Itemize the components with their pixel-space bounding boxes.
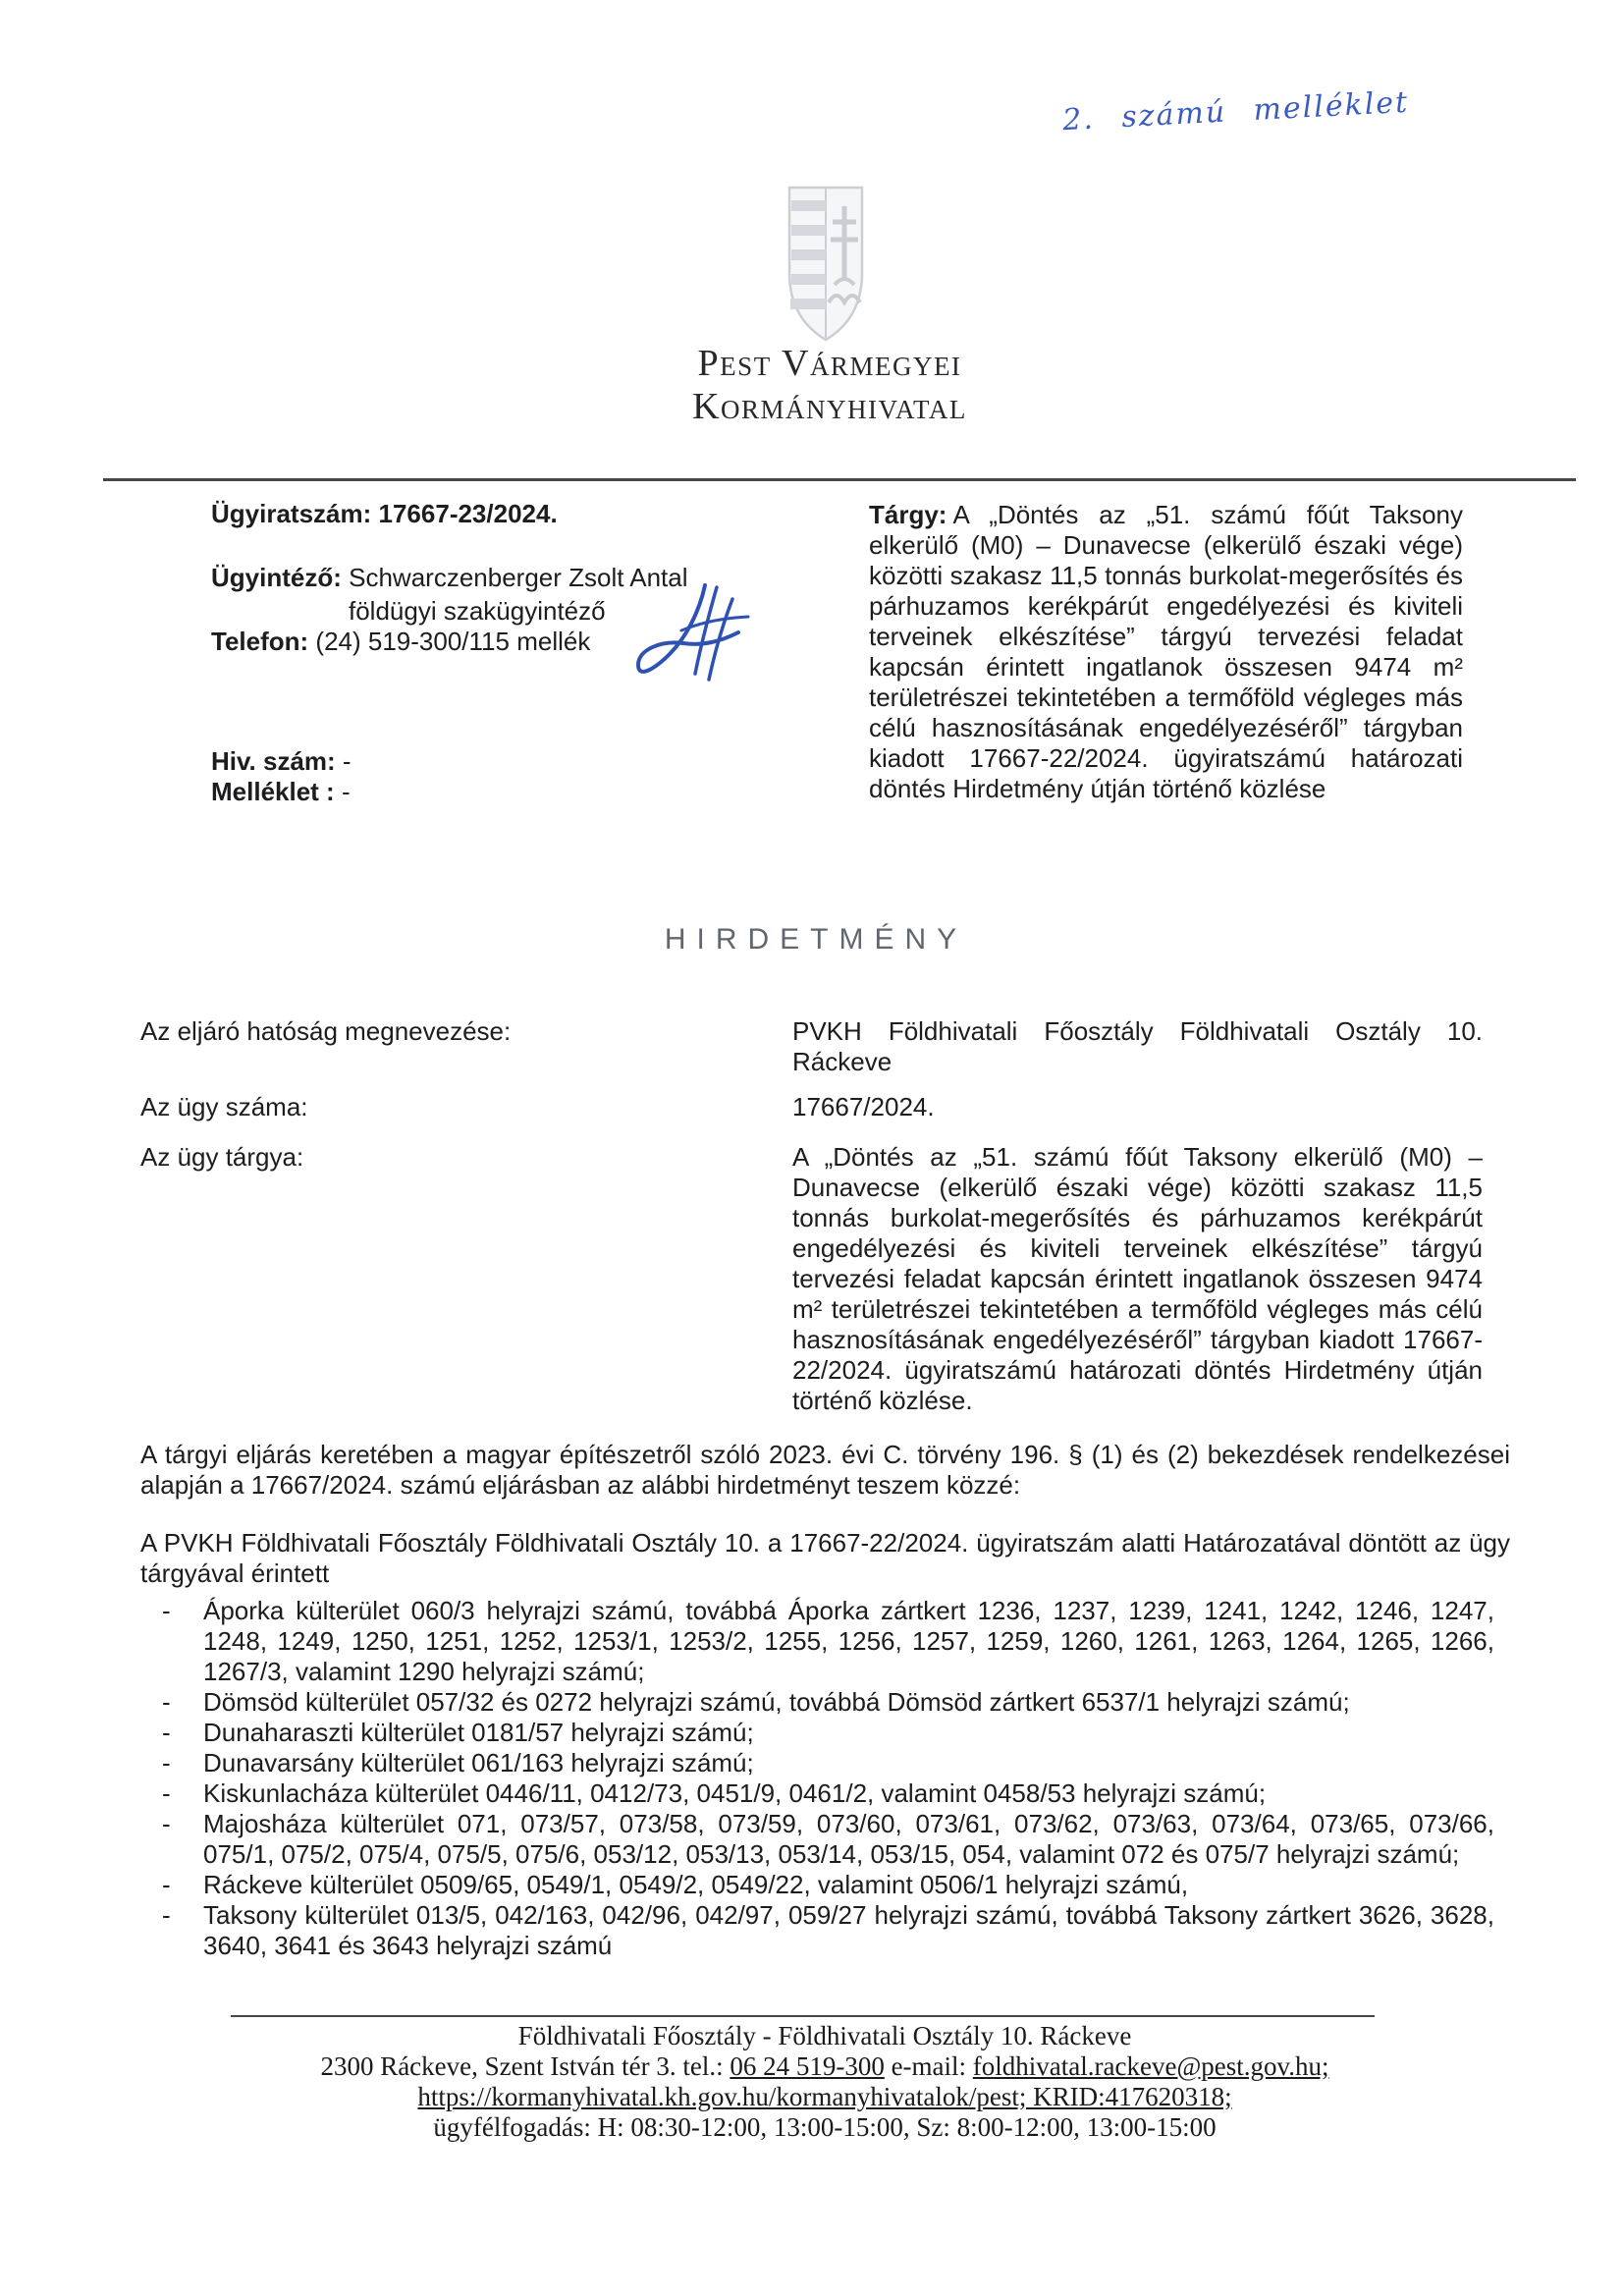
reference-number-value: -	[342, 746, 352, 776]
footer-office-line: Földhivatali Főosztály - Földhivatali Osztály 10. Ráckeve	[517, 2021, 1132, 2050]
parcel-item-text: Áporka külterület 060/3 helyrajzi számú, továbbá Áporka zártkert 1236, 1237, 1239, 1241, 1242, 1246, 1247, 1248, 1249, 1250, 1251, 1252, 1253/1, 1253/2, 1255, 1256, 1257, 1259, 1260, 1261, 1263, 1264, 1265, 1266, 1267/3, valamint 1290 helyrajzi számú;	[203, 1596, 1494, 1686]
footer-email-link: foldhivatal.rackeve@pest.gov.hu;	[972, 2051, 1329, 2081]
footer-contact-line	[118, 2051, 1532, 2082]
attachment	[211, 777, 351, 807]
phone-label: Telefon:	[211, 627, 309, 656]
attachment-value: -	[341, 777, 351, 806]
parcel-item-text: Taksony külterület 013/5, 042/163, 042/96, 042/97, 059/27 helyrajzi számú, továbbá Taksony zártkert 3626, 3628, 3640, 3641 és 3643 helyrajzi számú	[203, 1900, 1494, 1960]
parcel-list-item	[162, 1809, 1494, 1870]
parcel-item-text: Dunaharaszti külterület 0181/57 helyrajzi számú;	[203, 1718, 754, 1747]
footer	[118, 2021, 1532, 2143]
parcel-list-item	[162, 1900, 1494, 1961]
case-officer-value: Schwarczenberger Zsolt Antal	[349, 563, 688, 592]
authority-value: PVKH Földhivatali Főosztály Földhivatali Osztály 10. Ráckeve	[792, 1016, 1483, 1076]
parcel-item-text: Majosháza külterület 071, 073/57, 073/58, 073/59, 073/60, 073/61, 073/62, 073/63, 073/64, 073/65, 073/66, 075/1, 075/2, 075/4, 075/5, 075/6, 053/12, 053/13, 053/14, 053/15, 054, valamint 072 és 075/7 helyrajzi számú;	[203, 1809, 1494, 1869]
footer-divider	[231, 2015, 1375, 2017]
parcel-list	[162, 1596, 1494, 1961]
decision-intro-paragraph: A PVKH Földhivatali Főosztály Földhivatali Osztály 10. a 17667-22/2024. ügyiratszám alatti Határozatával döntött az ügy tárgyával érintett	[140, 1528, 1510, 1588]
list-dash-marker: -	[162, 1870, 171, 1899]
parcel-list-item	[162, 1748, 1494, 1778]
list-dash-marker: -	[162, 1809, 171, 1838]
list-dash-marker: -	[162, 1900, 171, 1930]
case-number-value: 17667/2024.	[792, 1092, 935, 1121]
list-dash-marker: -	[162, 1687, 171, 1717]
attachment-label: Melléklet :	[211, 777, 335, 806]
legal-basis-paragraph: A tárgyi eljárás keretében a magyar építészetről szóló 2023. évi C. törvény 196. § (1) és (2) bekezdések rendelkezései alapján a 17667/2024. számú eljárásban az alábbi hirdetményt teszem közzé:	[140, 1440, 1510, 1500]
footer-office-hours: ügyfélfogadás: H: 08:30-12:00, 13:00-15:00, Sz: 8:00-12:00, 13:00-15:00	[433, 2112, 1217, 2142]
coat-of-arms-icon	[784, 183, 868, 346]
org-name-line1: Pest Vármegyei	[697, 343, 962, 384]
parcel-item-text: Dömsöd külterület 057/32 és 0272 helyrajzi számú, továbbá Dömsöd zártkert 6537/1 helyrajzi számú;	[203, 1687, 1350, 1717]
parcel-list-item	[162, 1687, 1494, 1718]
parcel-item-text: Kiskunlacháza külterület 0446/11, 0412/73, 0451/9, 0461/2, valamint 0458/53 helyrajzi számú;	[203, 1778, 1267, 1808]
case-officer-role: földügyi szakügyintéző	[349, 596, 606, 626]
authority-label: Az eljáró hatóság megnevezése:	[140, 1016, 512, 1046]
parcel-item-text: Ráckeve külterület 0509/65, 0549/1, 0549/2, 0549/22, valamint 0506/1 helyrajzi számú,	[203, 1870, 1189, 1899]
case-officer-label: Ügyintéző:	[211, 563, 342, 592]
phone	[211, 627, 590, 657]
case-subject-label: Az ügy tárgya:	[140, 1142, 304, 1172]
list-dash-marker: -	[162, 1748, 171, 1777]
coat-of-arms	[784, 183, 868, 346]
list-dash-marker: -	[162, 1778, 171, 1808]
parcel-list-item	[162, 1718, 1494, 1748]
case-file-number-value: 17667-23/2024.	[378, 499, 558, 528]
footer-email-label: e-mail:	[884, 2051, 973, 2081]
parcel-list-item	[162, 1870, 1494, 1900]
phone-value: (24) 519-300/115 mellék	[315, 627, 591, 656]
handwritten-annotation: 2. számú melléklet	[1061, 84, 1410, 138]
document-title: HIRDETMÉNY	[664, 923, 968, 956]
case-file-number	[211, 499, 558, 529]
parcel-list-item	[162, 1778, 1494, 1809]
parcel-item-text: Dunavarsány külterület 061/163 helyrajzi számú;	[203, 1748, 754, 1777]
subject-label: Tárgy:	[869, 500, 947, 529]
header-divider	[103, 478, 1576, 481]
reference-number-label: Hiv. szám:	[211, 746, 336, 776]
case-subject-value: A „Döntés az „51. számú főút Taksony elkerülő (M0) – Dunavecse (elkerülő északi vége) közötti szakasz 11,5 tonnás burkolat-megerősítés és párhuzamos kerékpárút engedélyezési és kiviteli terveinek elkészítése” tárgyú tervezési feladat kapcsán érintett ingatlanok összesen 9474 m² területrészei tekintetében a termőföld végleges más célú hasznosításának engedélyezéséről” tárgyban kiadott 17667-22/2024. ügyiratszámú határozati döntés Hirdetmény útján történő közlése.	[792, 1142, 1483, 1415]
handwritten-signature	[611, 572, 778, 709]
case-number-label: Az ügy száma:	[140, 1092, 308, 1121]
org-name	[339, 342, 1321, 428]
list-dash-marker: -	[162, 1596, 171, 1625]
org-name-line2: Kormányhivatal	[692, 386, 967, 427]
footer-url-link: https://kormanyhivatal.kh.gov.hu/kormanyhivatalok/pest; KRID:417620318;	[417, 2082, 1232, 2111]
parcel-list-item	[162, 1596, 1494, 1687]
footer-address: 2300 Ráckeve, Szent István tér 3. tel.:	[320, 2051, 730, 2081]
case-file-number-label: Ügyiratszám:	[211, 499, 372, 528]
subject-paragraph	[869, 500, 1463, 804]
footer-phone-link: 06 24 519-300	[730, 2051, 885, 2081]
subject-text: A „Döntés az „51. számú főút Taksony elkerülő (M0) – Dunavecse (elkerülő északi vége) közötti szakasz 11,5 tonnás burkolat-megerősítés és párhuzamos kerékpárút engedélyezési és kiviteli terveinek elkészítése” tárgyú tervezési feladat kapcsán érintett ingatlanok összesen 9474 m² területrészei tekintetében a termőföld végleges más célú hasznosításának engedélyezéséről” tárgyban kiadott 17667-22/2024. ügyiratszámú határozati döntés Hirdetmény útján történő közlése	[869, 500, 1463, 803]
reference-number	[211, 746, 352, 777]
signature-paraph-icon	[611, 572, 778, 709]
list-dash-marker: -	[162, 1718, 171, 1747]
